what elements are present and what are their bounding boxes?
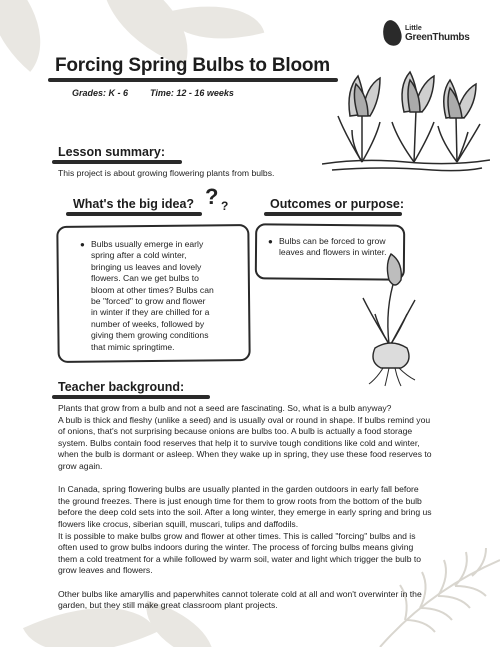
big-idea-line: that mimic springtime. xyxy=(91,341,175,352)
lesson-summary-underline xyxy=(52,160,182,164)
bullet-icon: ● xyxy=(80,240,85,249)
grades-label: Grades: K - 6 xyxy=(72,88,129,98)
question-mark-icon: ? xyxy=(205,184,219,209)
paragraph-spacer xyxy=(58,577,448,589)
teacher-background-heading: Teacher background: xyxy=(58,380,185,394)
background-line: when the bulb is dormant or asleep. When they wake up in spring, they use these food reserves to xyxy=(58,449,432,460)
background-line: grow again. xyxy=(58,460,103,471)
big-idea-line: Bulbs usually emerge in early xyxy=(91,239,204,249)
big-idea-line: in winter if they are chilled for a xyxy=(91,307,210,318)
big-idea-heading: What's the big idea? xyxy=(73,197,195,211)
big-idea-line: spring after a cold winter, xyxy=(91,250,187,261)
paragraph-spacer xyxy=(58,473,448,485)
big-idea-underline xyxy=(66,212,202,216)
background-line: Plants that grow from a bulb and not a seed are fascinating. So, what is a bulb anyway? xyxy=(58,403,392,413)
background-line: In Canada, spring flowering bulbs are usually planted in the garden outdoors in early fall before xyxy=(58,484,419,495)
background-line: flowers like crocus, siberian squill, muscari, tulips and daffodils. xyxy=(58,518,299,529)
background-line: garden, but they still make great classroom plant projects. xyxy=(58,600,278,611)
big-idea-text xyxy=(91,239,214,353)
outcomes-line: leaves and flowers in winter. xyxy=(279,247,387,258)
background-line: the ground freezes. There is just enough time for them to grow roots from the bottom of the bulb xyxy=(58,495,422,506)
brand-logo xyxy=(383,20,470,46)
time-label: Time: 12 - 16 weeks xyxy=(150,88,234,98)
outcomes-line: Bulbs can be forced to grow xyxy=(279,236,386,246)
background-line: Other bulbs like amaryllis and paperwhites cannot tolerate cold at all and won't overwinter in the xyxy=(58,588,422,599)
background-line: It is possible to make bulbs grow and flower at other times. This is called "forcing" bulbs and is xyxy=(58,530,416,541)
brand-line1: Little xyxy=(405,25,422,32)
bulb-illustration xyxy=(355,248,430,388)
background-line: grow leaves and flowers. xyxy=(58,565,153,576)
title-underline xyxy=(48,78,338,82)
outcomes-heading: Outcomes or purpose: xyxy=(270,197,405,211)
big-idea-line: flowers. Can we get bulbs to xyxy=(91,273,199,284)
bullet-icon: ● xyxy=(268,237,273,246)
background-line: of onions, that's not surprising because onions are bulbs too. A bulb is actually a food storage xyxy=(58,426,413,437)
page-title: Forcing Spring Bulbs to Bloom xyxy=(55,55,330,76)
big-idea-line: giving them growing conditions xyxy=(91,330,209,341)
lesson-summary-text: This project is about growing flowering plants from bulbs. xyxy=(58,168,275,178)
outcomes-underline xyxy=(264,212,402,216)
teacher-background-underline xyxy=(52,395,210,399)
brand-line2: GreenThumbs xyxy=(405,32,470,43)
crocus-illustration xyxy=(322,66,490,176)
big-idea-line: be "forced" to grow and flower xyxy=(91,296,206,307)
background-line: system. Bulbs contain food reserves that help it to survive tough conditions like cold and winter, xyxy=(58,437,420,448)
teacher-background-text xyxy=(58,403,448,612)
question-mark-icon: ? xyxy=(221,199,229,213)
lesson-summary-heading: Lesson summary: xyxy=(58,145,165,159)
background-line: A bulb is thick and fleshy (unlike a seed) and is usually oval or round in shape. If bulbs remind you xyxy=(58,414,431,425)
logo-leaf-icon xyxy=(380,18,403,47)
big-idea-line: number of weeks, followed by xyxy=(91,318,205,329)
background-line: them a cold treatment for a while followed by warm soil, water and light which trigger the bulb to xyxy=(58,553,422,564)
big-idea-line: bringing us leaves and lovely xyxy=(91,261,202,272)
background-line: often used to grow bulbs indoors during the winter. The process of forcing bulbs means giving xyxy=(58,542,414,553)
big-idea-line: bloom at other times? Bulbs can xyxy=(91,284,214,295)
background-line: before the deep cold sets into the soil. After a long winter, they emerge in early spring and bring us xyxy=(58,507,432,518)
